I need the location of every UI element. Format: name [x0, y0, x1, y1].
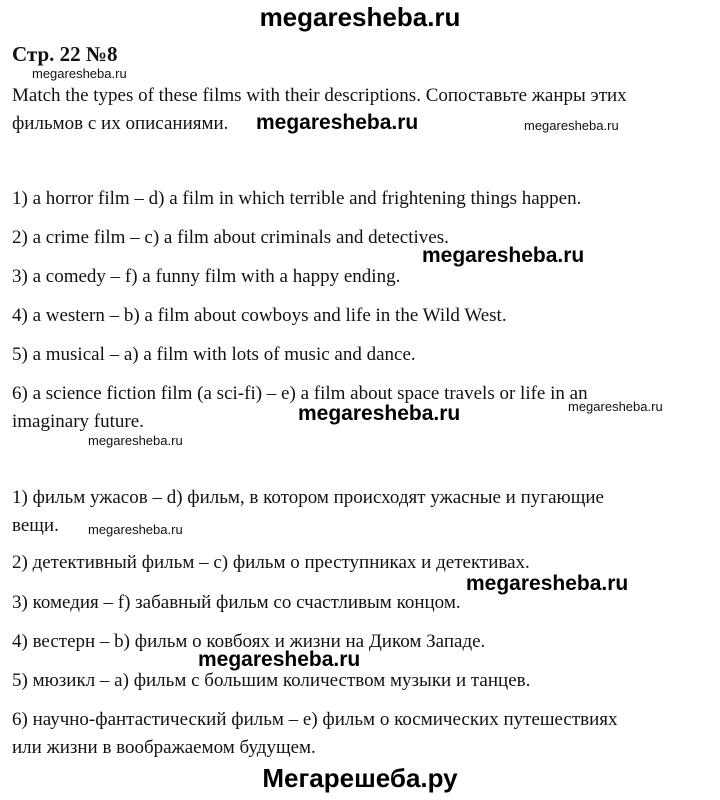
- russian-answer-5: 5) мюзикл – a) фильм с большим количеством музыки и танцев.: [12, 670, 531, 691]
- russian-answer-6: [12, 706, 712, 762]
- english-answer-1: 1) a horror film – d) a film in which terrible and frightening things happen.: [12, 188, 582, 209]
- watermark-small: megaresheba.ru: [568, 399, 663, 414]
- russian-answer-3: 3) комедия – f) забавный фильм со счастливым концом.: [12, 592, 461, 613]
- english-answer-6-line-1: 6) a science fiction film (a sci-fi) – e) a film about space travels or life in an: [12, 383, 588, 404]
- russian-answer-1-line-1: 1) фильм ужасов – d) фильм, в котором происходят ужасные и пугающие: [12, 487, 604, 508]
- russian-answer-1-line-2: вещи.: [12, 515, 59, 536]
- watermark-small: megaresheba.ru: [32, 66, 127, 81]
- russian-answer-6-line-1: 6) научно-фантастический фильм – e) фильм о космических путешествиях: [12, 709, 618, 730]
- watermark-big: megaresheba.ru: [256, 111, 419, 134]
- site-footer: Мегарешеба.ру: [262, 763, 458, 793]
- watermark-big: megaresheba.ru: [198, 648, 361, 671]
- instruction-line-2: фильмов с их описаниями.: [12, 113, 229, 134]
- watermark-big: megaresheba.ru: [422, 244, 585, 267]
- russian-answer-6-line-2: или жизни в воображаемом будущем.: [12, 737, 316, 758]
- english-answer-2: 2) a crime film – c) a film about criminals and detectives.: [12, 227, 449, 248]
- english-answer-5: 5) a musical – a) a film with lots of music and dance.: [12, 344, 416, 365]
- watermark-small: megaresheba.ru: [88, 433, 183, 448]
- watermark-small: megaresheba.ru: [524, 118, 619, 133]
- site-header: megaresheba.ru: [259, 2, 461, 32]
- page-title: Стр. 22 №8: [12, 42, 118, 66]
- english-answer-3: 3) a comedy – f) a funny film with a happy ending.: [12, 266, 401, 287]
- watermark-big: megaresheba.ru: [298, 402, 461, 425]
- russian-answer-4: 4) вестерн – b) фильм о ковбоях и жизни на Диком Западе.: [12, 631, 486, 652]
- watermark-big: megaresheba.ru: [466, 572, 629, 595]
- russian-answer-2: 2) детективный фильм – c) фильм о преступниках и детективах.: [12, 552, 530, 573]
- watermark-small: megaresheba.ru: [88, 522, 183, 537]
- english-answer-4: 4) a western – b) a film about cowboys and life in the Wild West.: [12, 305, 507, 326]
- instruction-line-1: Match the types of these films with their descriptions. Сопоставьте жанры этих: [12, 85, 627, 106]
- english-answer-6-line-2: imaginary future.: [12, 411, 144, 432]
